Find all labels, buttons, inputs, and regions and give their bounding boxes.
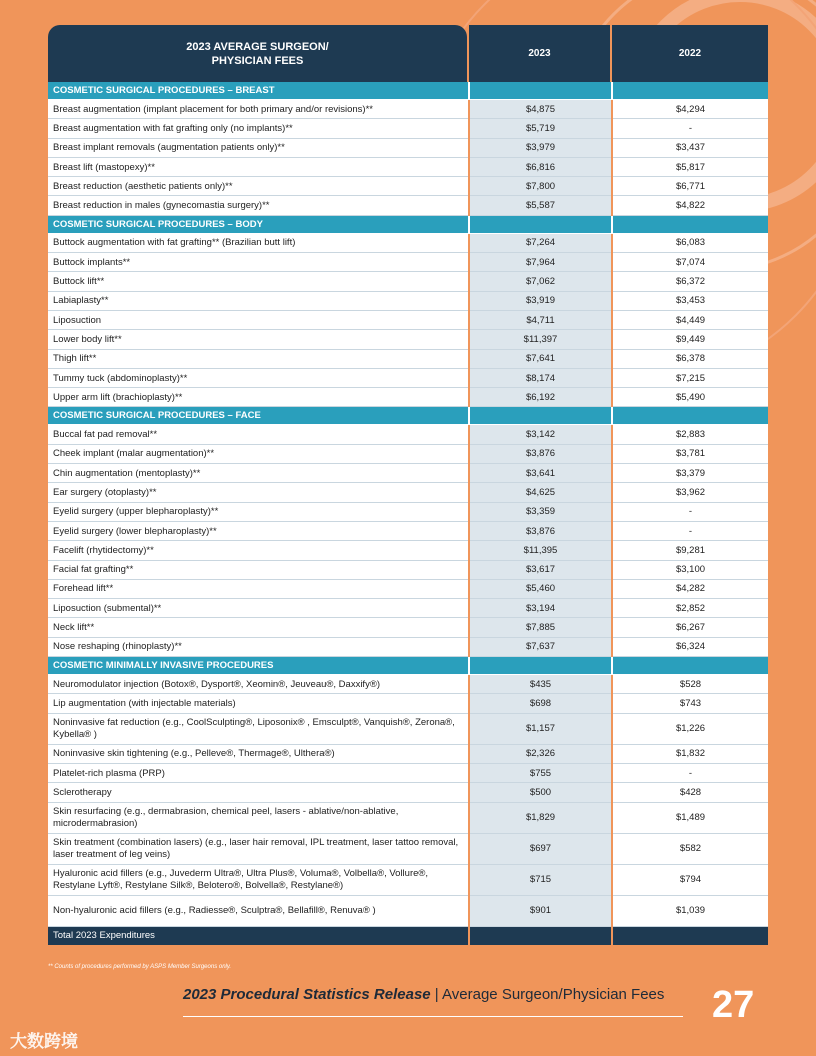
fee-2023: $7,885	[469, 618, 612, 637]
section-cell-2023	[469, 82, 612, 100]
fee-2023: $1,829	[469, 802, 612, 833]
column-header-2023: 2023	[469, 25, 610, 82]
table-row	[48, 368, 768, 387]
table-row	[48, 763, 768, 782]
procedure-name: Breast reduction in males (gynecomastia surgery)**	[48, 196, 469, 215]
fee-2023: $7,964	[469, 253, 612, 272]
fee-2022: $4,822	[612, 196, 768, 215]
procedure-name: Lower body lift**	[48, 330, 469, 349]
section-title: COSMETIC SURGICAL PROCEDURES – FACE	[48, 407, 469, 425]
fee-2023: $500	[469, 783, 612, 802]
fee-2022: $6,267	[612, 618, 768, 637]
fee-2022: $4,282	[612, 579, 768, 598]
procedure-name: Labiaplasty**	[48, 291, 469, 310]
section-header-row	[48, 215, 768, 233]
fee-2023: $3,876	[469, 521, 612, 540]
table-row	[48, 196, 768, 215]
fee-2023: $6,192	[469, 388, 612, 407]
table-row	[48, 541, 768, 560]
section-header-row	[48, 82, 768, 100]
fee-2022: $3,379	[612, 464, 768, 483]
fee-2023: $8,174	[469, 368, 612, 387]
total-2023	[469, 926, 612, 945]
watermark: 大数跨境	[10, 1032, 78, 1051]
table-row	[48, 330, 768, 349]
procedure-name: Breast implant removals (augmentation patients only)**	[48, 138, 469, 157]
fee-2022: $1,039	[612, 895, 768, 926]
table-row	[48, 802, 768, 833]
fee-2022: $528	[612, 675, 768, 694]
section-cell-2022	[612, 215, 768, 233]
fee-2022: $6,771	[612, 177, 768, 196]
fee-2022: $1,489	[612, 802, 768, 833]
procedure-name: Liposuction	[48, 310, 469, 329]
procedure-name: Hyaluronic acid fillers (e.g., Juvederm Ultra®, Ultra Plus®, Voluma®, Volbella®, Vollure®, Restylane Lyft®, Restylane Silk®, Belotero®, Bolvella®, Restylane®)	[48, 864, 469, 895]
fees-table	[48, 82, 768, 945]
fee-2022: $3,437	[612, 138, 768, 157]
table-row	[48, 233, 768, 252]
procedure-name: Skin treatment (combination lasers) (e.g., laser hair removal, IPL treatment, laser tattoo removal, laser treatment of leg veins)	[48, 833, 469, 864]
fee-2023: $7,264	[469, 233, 612, 252]
fee-2023: $4,875	[469, 100, 612, 119]
fee-2022: $3,100	[612, 560, 768, 579]
section-cell-2023	[469, 407, 612, 425]
procedure-name: Upper arm lift (brachioplasty)**	[48, 388, 469, 407]
table-row	[48, 157, 768, 176]
table-row	[48, 864, 768, 895]
table-row	[48, 119, 768, 138]
total-label: Total 2023 Expenditures	[48, 926, 469, 945]
table-row	[48, 618, 768, 637]
table-row	[48, 675, 768, 694]
table-row	[48, 637, 768, 656]
fee-2023: $3,919	[469, 291, 612, 310]
fee-2022: $5,490	[612, 388, 768, 407]
table-row	[48, 349, 768, 368]
table-row	[48, 464, 768, 483]
section-header-row	[48, 407, 768, 425]
table-row	[48, 425, 768, 444]
fee-2023: $3,617	[469, 560, 612, 579]
section-cell-2023	[469, 657, 612, 675]
fee-2022: $7,074	[612, 253, 768, 272]
procedure-name: Forehead lift**	[48, 579, 469, 598]
section-cell-2022	[612, 657, 768, 675]
table-row	[48, 388, 768, 407]
table-row	[48, 100, 768, 119]
table-row	[48, 483, 768, 502]
fee-2023: $11,395	[469, 541, 612, 560]
table-row	[48, 177, 768, 196]
procedure-name: Sclerotherapy	[48, 783, 469, 802]
table-row	[48, 521, 768, 540]
procedure-name: Breast lift (mastopexy)**	[48, 157, 469, 176]
footer-separator: |	[430, 986, 443, 1003]
fee-2023: $11,397	[469, 330, 612, 349]
fee-2023: $7,637	[469, 637, 612, 656]
table-row	[48, 744, 768, 763]
section-title: COSMETIC SURGICAL PROCEDURES – BODY	[48, 215, 469, 233]
table-row	[48, 272, 768, 291]
total-row	[48, 926, 768, 945]
table-row	[48, 502, 768, 521]
section-cell-2022	[612, 82, 768, 100]
fee-2022: $3,453	[612, 291, 768, 310]
footer-title-italic: 2023 Procedural Statistics Release	[183, 986, 431, 1003]
table-title	[48, 25, 467, 82]
procedure-name: Noninvasive skin tightening (e.g., Pelleve®, Thermage®, Ulthera®)	[48, 744, 469, 763]
fee-2023: $2,326	[469, 744, 612, 763]
table-row	[48, 895, 768, 926]
fee-2022: $3,781	[612, 444, 768, 463]
procedure-name: Buttock implants**	[48, 253, 469, 272]
fee-2022: $3,962	[612, 483, 768, 502]
fee-2022: $6,324	[612, 637, 768, 656]
table-row	[48, 833, 768, 864]
fee-2022: $6,372	[612, 272, 768, 291]
fee-2023: $715	[469, 864, 612, 895]
fee-2022: $4,294	[612, 100, 768, 119]
fee-2022: -	[612, 119, 768, 138]
fee-2022: $9,449	[612, 330, 768, 349]
procedure-name: Platelet-rich plasma (PRP)	[48, 763, 469, 782]
footer-title: Average Surgeon/Physician Fees	[442, 986, 665, 1003]
fee-2023: $698	[469, 694, 612, 713]
procedure-name: Ear surgery (otoplasty)**	[48, 483, 469, 502]
table-row	[48, 291, 768, 310]
table-row	[48, 444, 768, 463]
page-number: 27	[712, 984, 755, 1026]
procedure-name: Facelift (rhytidectomy)**	[48, 541, 469, 560]
procedure-name: Non-hyaluronic acid fillers (e.g., Radiesse®, Sculptra®, Bellafill®, Renuva® )	[48, 895, 469, 926]
fee-2022: $1,832	[612, 744, 768, 763]
procedure-name: Neck lift**	[48, 618, 469, 637]
title-line-1: 2023 AVERAGE SURGEON/	[186, 40, 329, 53]
table-row	[48, 253, 768, 272]
title-line-2: PHYSICIAN FEES	[211, 54, 304, 67]
procedure-name: Thigh lift**	[48, 349, 469, 368]
fee-2022: $6,083	[612, 233, 768, 252]
fee-2023: $901	[469, 895, 612, 926]
fee-2022: $4,449	[612, 310, 768, 329]
procedure-name: Breast reduction (aesthetic patients only)**	[48, 177, 469, 196]
table-row	[48, 713, 768, 744]
procedure-name: Breast augmentation with fat grafting only (no implants)**	[48, 119, 469, 138]
table-row	[48, 560, 768, 579]
fee-2022: $428	[612, 783, 768, 802]
section-cell-2023	[469, 215, 612, 233]
fee-2022: -	[612, 521, 768, 540]
fee-2023: $1,157	[469, 713, 612, 744]
fee-2023: $697	[469, 833, 612, 864]
procedure-name: Buttock augmentation with fat grafting** (Brazilian butt lift)	[48, 233, 469, 252]
fee-2022: $2,883	[612, 425, 768, 444]
fee-2023: $3,979	[469, 138, 612, 157]
fee-2023: $7,800	[469, 177, 612, 196]
procedure-name: Buttock lift**	[48, 272, 469, 291]
section-title: COSMETIC SURGICAL PROCEDURES – BREAST	[48, 82, 469, 100]
fee-2023: $3,194	[469, 599, 612, 618]
fee-2023: $3,359	[469, 502, 612, 521]
fee-2023: $7,641	[469, 349, 612, 368]
fee-2022: $5,817	[612, 157, 768, 176]
fee-2023: $4,711	[469, 310, 612, 329]
fee-2023: $7,062	[469, 272, 612, 291]
fee-2022: $2,852	[612, 599, 768, 618]
fee-2023: $3,142	[469, 425, 612, 444]
section-cell-2022	[612, 407, 768, 425]
fees-table-card	[48, 25, 768, 945]
procedure-name: Lip augmentation (with injectable materials)	[48, 694, 469, 713]
procedure-name: Tummy tuck (abdominoplasty)**	[48, 368, 469, 387]
footer-rule	[183, 1016, 683, 1017]
fee-2022: $9,281	[612, 541, 768, 560]
fee-2022: $794	[612, 864, 768, 895]
section-header-row	[48, 657, 768, 675]
fee-2023: $435	[469, 675, 612, 694]
section-title: COSMETIC MINIMALLY INVASIVE PROCEDURES	[48, 657, 469, 675]
procedure-name: Breast augmentation (implant placement for both primary and/or revisions)**	[48, 100, 469, 119]
fee-2023: $6,816	[469, 157, 612, 176]
procedure-name: Cheek implant (malar augmentation)**	[48, 444, 469, 463]
procedure-name: Skin resurfacing (e.g., dermabrasion, chemical peel, lasers - ablative/non-ablative, microdermabrasion)	[48, 802, 469, 833]
total-2022	[612, 926, 768, 945]
column-header-2022: 2022	[612, 25, 768, 82]
table-row	[48, 310, 768, 329]
fee-2022: $1,226	[612, 713, 768, 744]
procedure-name: Chin augmentation (mentoplasty)**	[48, 464, 469, 483]
procedure-name: Nose reshaping (rhinoplasty)**	[48, 637, 469, 656]
fee-2023: $4,625	[469, 483, 612, 502]
fee-2022: $7,215	[612, 368, 768, 387]
table-row	[48, 783, 768, 802]
fee-2023: $3,641	[469, 464, 612, 483]
procedure-name: Neuromodulator injection (Botox®, Dysport®, Xeomin®, Jeuveau®, Daxxify®)	[48, 675, 469, 694]
table-header	[48, 25, 768, 82]
table-row	[48, 579, 768, 598]
fee-2023: $755	[469, 763, 612, 782]
fee-2023: $3,876	[469, 444, 612, 463]
fee-2022: -	[612, 763, 768, 782]
table-row	[48, 138, 768, 157]
procedure-name: Noninvasive fat reduction (e.g., CoolSculpting®, Liposonix® , Emsculpt®, Vanquish®, Zerona®, Kybella® )	[48, 713, 469, 744]
table-row	[48, 694, 768, 713]
procedure-name: Facial fat grafting**	[48, 560, 469, 579]
fee-2023: $5,460	[469, 579, 612, 598]
fee-2023: $5,587	[469, 196, 612, 215]
table-row	[48, 599, 768, 618]
fee-2022: $6,378	[612, 349, 768, 368]
procedure-name: Liposuction (submental)**	[48, 599, 469, 618]
fee-2022: $743	[612, 694, 768, 713]
procedure-name: Buccal fat pad removal**	[48, 425, 469, 444]
fee-2022: -	[612, 502, 768, 521]
fee-2023: $5,719	[469, 119, 612, 138]
footnote: ** Counts of procedures performed by ASPS Member Surgeons only.	[48, 964, 232, 970]
fee-2022: $582	[612, 833, 768, 864]
page-footer	[183, 986, 664, 1003]
procedure-name: Eyelid surgery (lower blepharoplasty)**	[48, 521, 469, 540]
procedure-name: Eyelid surgery (upper blepharoplasty)**	[48, 502, 469, 521]
